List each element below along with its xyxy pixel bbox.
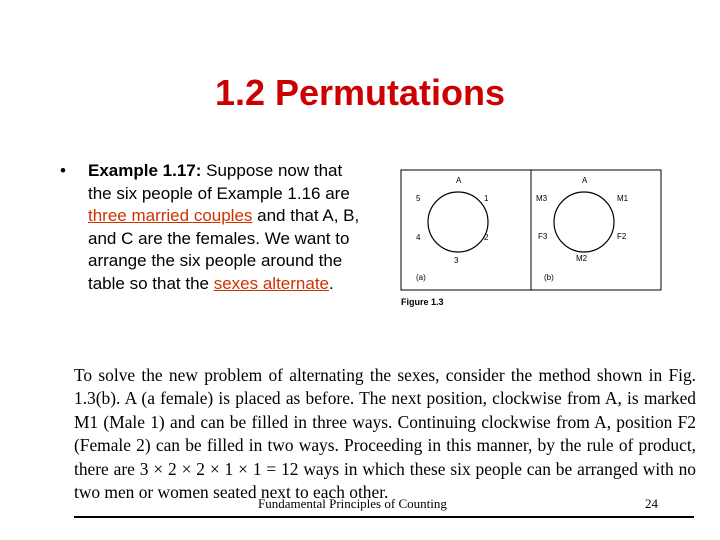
seat-a-4: 4 <box>416 233 421 242</box>
bullet-example <box>60 160 360 295</box>
bullet-text-3: . <box>329 273 334 293</box>
solution-paragraph: To solve the new problem of alternating the sexes, consider the method shown in Fig. 1.3(b). A (a female) is placed as before. The next position, clockwise from A, is marked M1 (Male 1) and can be filled in three ways. Continuing clockwise from A, position F2 (Female 2) can be filled in two ways. Proceeding in this manner, by the rule of product, there are 3 × 2 × 2 × 1 × 1 = 12 ways in which these six people can be arranged with no two men or women seated next to each other. <box>74 365 696 503</box>
bullet-text <box>88 160 360 295</box>
page-number: 24 <box>645 496 658 511</box>
footer-text: Fundamental Principles of Counting <box>258 496 447 511</box>
bullet-text-1: Suppose now that the six people of Example 1.16 are <box>88 161 350 203</box>
example-lead: Example 1.17: <box>88 161 202 180</box>
seat-a-top: A <box>456 176 462 185</box>
seat-b-m3: M3 <box>536 194 548 203</box>
figure-1-3 <box>396 165 666 310</box>
footer-rule <box>74 516 694 518</box>
seat-b-f2: F2 <box>617 232 627 241</box>
seat-a-5: 5 <box>416 194 421 203</box>
highlight-sexes-alternate: sexes alternate <box>213 273 329 293</box>
panel-b-label: (b) <box>544 273 554 282</box>
seat-b-m2: M2 <box>576 254 588 263</box>
slide-title: 1.2 Permutations <box>214 72 506 113</box>
seat-a-2: 2 <box>484 233 489 242</box>
bullet-text-2: and that A, B, and C are the females. We want to arrange the six people around the table so that the <box>88 206 360 293</box>
seat-b-f3: F3 <box>538 232 548 241</box>
highlight-married-couples: three married couples <box>88 206 253 225</box>
seat-b-top: A <box>582 176 588 185</box>
table-circle-b <box>554 192 614 252</box>
bullet-dot: • <box>60 161 66 180</box>
seat-a-1: 1 <box>484 194 489 203</box>
table-circle-a <box>428 192 488 252</box>
figure-diagram <box>396 165 666 310</box>
seat-b-m1: M1 <box>617 194 629 203</box>
seat-a-3: 3 <box>454 256 459 265</box>
figure-caption: Figure 1.3 <box>401 297 444 307</box>
panel-a-label: (a) <box>416 273 426 282</box>
